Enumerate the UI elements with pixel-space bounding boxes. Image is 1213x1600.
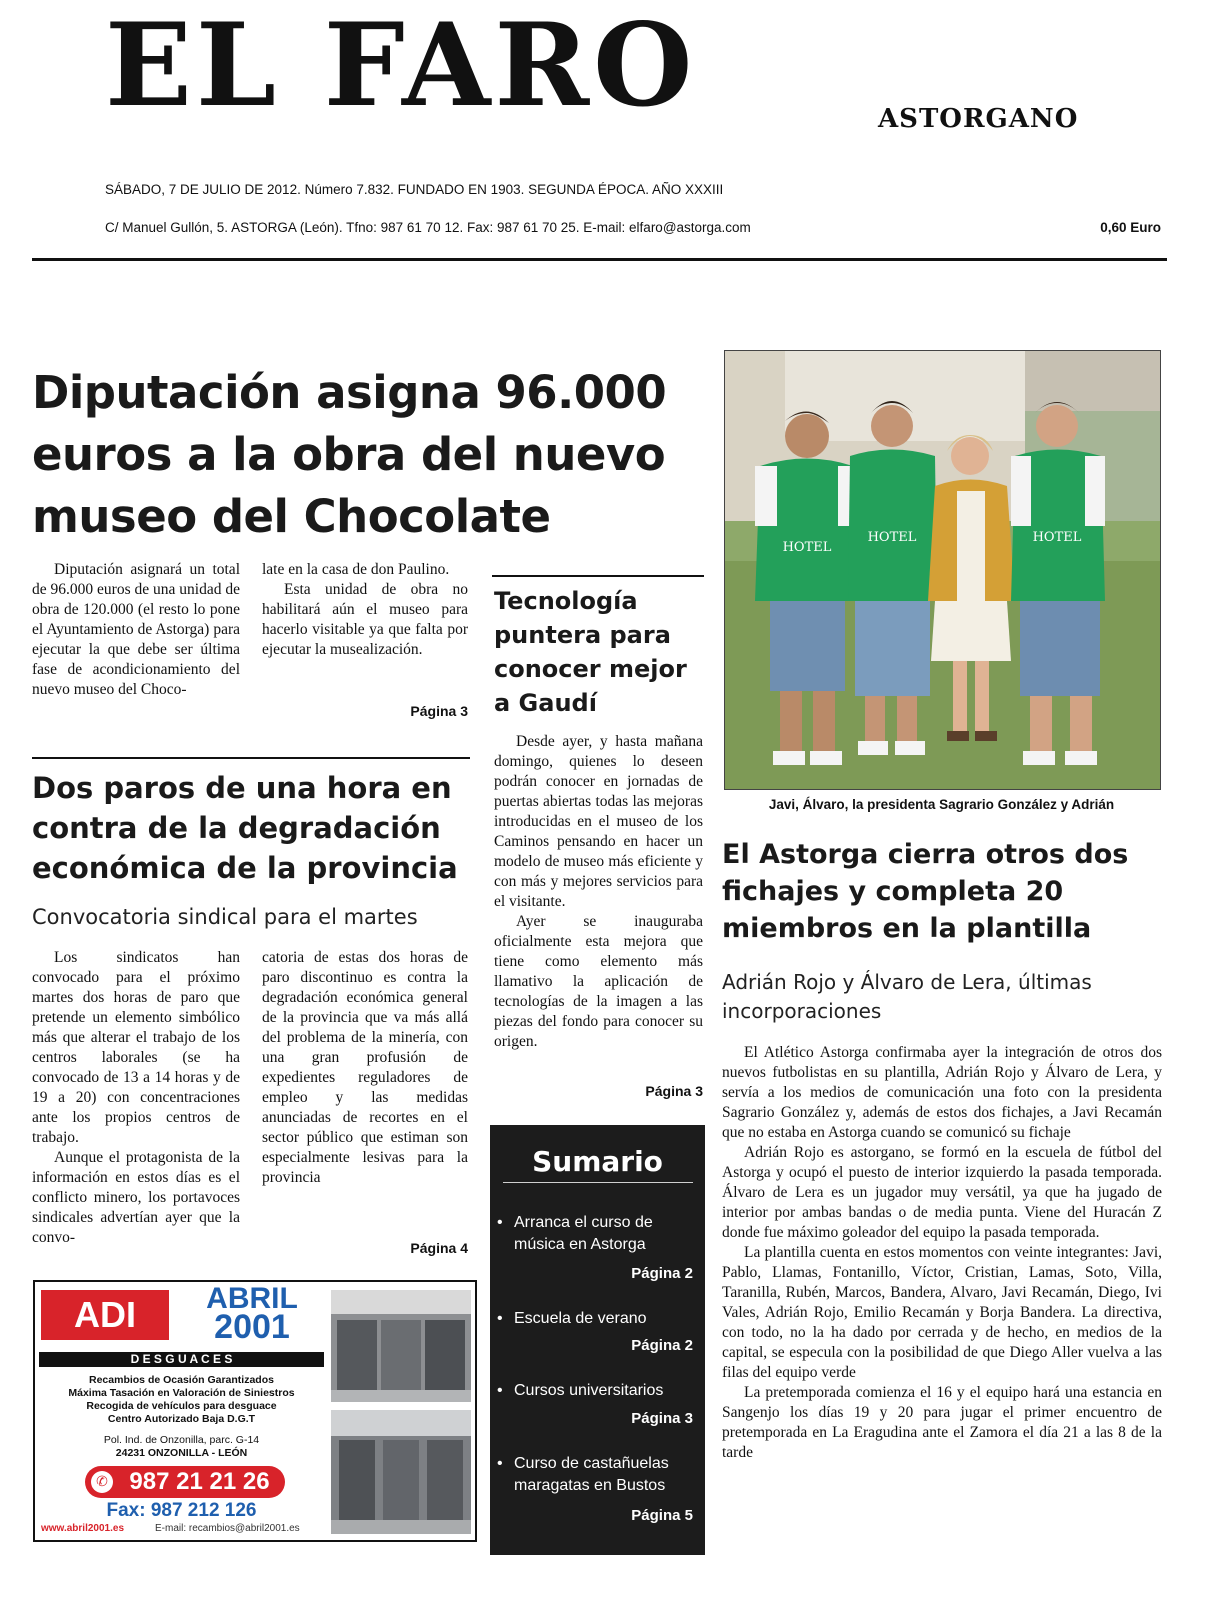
article-astorga-body (722, 1043, 1162, 1463)
dateline: SÁBADO, 7 DE JULIO DE 2012. Número 7.832. FUNDADO EN 1903. SEGUNDA ÉPOCA. AÑO XXXIII (105, 182, 724, 197)
sumario-item[interactable] (497, 1308, 694, 1330)
headline-museo[interactable]: Diputación asigna 96.000 euros a la obra del nuevo museo del Chocolate (32, 366, 667, 543)
subheadline-paros: Convocatoria sindical para el martes (32, 905, 418, 929)
ad-brand-line2: 2001 (214, 1308, 290, 1346)
article-paros-p1: Los sindicatos han convocado para el próximo martes dos horas de paro que pretende un elemento simbólico más que alterar el trabajo de los centros laborales (se ha convocado de 13 a 14 horas y de 19 a 20) con concentraciones ante los propios centros de trabajo. (32, 949, 240, 1146)
article-museo-col1: Diputación asignará un total de 96.000 euros de una unidad de obra de 120.000 (el resto lo pone el Ayuntamiento de Astorga) para ejecutar la que debe ser última fase de acondicionamiento del nuevo museo del Choco- (32, 561, 240, 698)
page-ref-gaudi[interactable]: Página 3 (645, 1083, 703, 1099)
masthead-divider (32, 258, 1167, 261)
headline-astorga[interactable]: El Astorga cierra otros dos fichajes y completa 20 miembros en la plantilla (722, 839, 1129, 944)
section-divider (492, 575, 704, 577)
article-paros-col1 (32, 948, 240, 1248)
ad-web[interactable]: www.abril2001.es (41, 1523, 125, 1534)
article-astorga-p2: Adrián Rojo es astorgano, se formó en la escuela de fútbol del Astorga y ocupó el puesto de interior izquierdo la pasada temporada. Álvaro de Lera es un jugador muy versátil, ya que ha jugado de interior por ambas bandas o de media punta. Viene del Huracán Z donde fue máximo goleador del equipo la pasada temporada. (722, 1144, 1162, 1241)
ad-logo-mark (41, 1290, 169, 1340)
ad-phone-badge[interactable] (85, 1466, 285, 1498)
ad-email[interactable]: E-mail: recambios@abril2001.es (155, 1523, 300, 1534)
bullet-icon: • (497, 1310, 503, 1327)
article-astorga-p3: La plantilla cuenta en estos momentos con veinte integrantes: Javi, Pablo, Llamas, Fontanillo, Víctor, Cristian, Lamas, Soto, Villa, Taranilla, Rubén, Marcos, Bandera, Alvaro, Javi Recamán, Diego, Ivi Vales, Adrián Rojo, Emilio Recamán y Borja Bandera. La directiva, con todo, no la ha dado por cerrada y de hecho, en medios de la capital, se especula con la posibilidad de que Diego Aller vuelva a las filas del equipo verde (722, 1244, 1162, 1381)
article-astorga-p4: La pretemporada comienza el 16 y el equipo hará una estancia en Sangenjo los días 19 y 20 para jugar el primer encuentro de pretemporada en La Eragudina ante el Zamora el día 21 a las 8 de la tarde (722, 1384, 1162, 1461)
ad-service-line: Recogida de vehículos para desguace (86, 1400, 277, 1412)
ad-address (39, 1434, 324, 1460)
sumario-divider (503, 1182, 693, 1183)
sumario-item-text: Curso de castañuelas maragatas en Bustos (514, 1455, 669, 1494)
article-paros-p2: Aunque el protagonista de la información en estos días es el conflicto minero, los portavoces sindicales advertían ayer que la convo- (32, 1149, 240, 1246)
headline-paros[interactable]: Dos paros de una hora en contra de la degradación económica de la provincia (32, 771, 458, 885)
ad-brand-line1: ABRIL (206, 1282, 298, 1315)
ad-service-line: Recambios de Ocasión Garantizados (89, 1374, 274, 1386)
bullet-icon: • (497, 1382, 503, 1399)
sumario-item-text: Escuela de verano (514, 1310, 647, 1327)
photo-caption: Javi, Álvaro, la presidenta Sagrario González y Adrián (768, 797, 1115, 812)
sumario-title: Sumario (532, 1145, 663, 1178)
sumario-item-page[interactable]: Página 3 (631, 1410, 693, 1427)
article-gaudi-body (494, 732, 703, 1052)
ad-services (39, 1374, 324, 1426)
article-museo-col2-p2: Esta unidad de obra no habilitará aún el museo para hacerlo visitable ya que falta por ejecutar la musealización. (262, 581, 468, 658)
ad-tagline-bar (39, 1352, 324, 1367)
shirt-text: HOTEL (1032, 530, 1082, 545)
sumario-item[interactable] (497, 1380, 694, 1402)
shirt-text: HOTEL (782, 540, 832, 555)
masthead-title: EL FARO (105, 0, 697, 132)
team-photo[interactable] (724, 350, 1161, 790)
ad-service-line: Máxima Tasación en Valoración de Siniestros (68, 1387, 295, 1399)
ad-fax: Fax: 987 212 126 (106, 1500, 257, 1521)
sumario-item[interactable] (497, 1212, 694, 1256)
sumario-item-text: Arranca el curso de música en Astorga (514, 1214, 653, 1253)
ad-warehouse-photos (331, 1290, 471, 1534)
ad-service-line: Centro Autorizado Baja D.G.T (107, 1413, 256, 1425)
ad-phone: 987 21 21 26 (129, 1468, 270, 1495)
shirt-text: HOTEL (867, 530, 917, 545)
team-photo-illustration (725, 351, 1160, 789)
section-divider (32, 757, 470, 759)
ad-address-line: Pol. Ind. de Onzonilla, parc. G-14 (103, 1434, 260, 1446)
subheadline-astorga: Adrián Rojo y Álvaro de Lera, últimas incorporaciones (722, 970, 1092, 1023)
ad-tagline: D E S G U A C E S (130, 1352, 233, 1366)
page-ref-museo[interactable]: Página 3 (410, 703, 468, 719)
article-paros-col2: catoria de estas dos horas de paro discontinuo es contra la degradación económica general de la provincia que va más allá del problema de la minería, con una gran profusión de expedientes reguladores de empleo y las medidas anunciadas de recortes en el sector público que estiman son especialmente lesivas para la provincia (262, 949, 468, 1186)
ad-logo-text: ADI (74, 1294, 136, 1335)
sumario-item[interactable] (497, 1453, 694, 1497)
article-gaudi-p1: Desde ayer, y hasta mañana domingo, quienes lo deseen podrán conocer en jornadas de puertas abiertas todas las mejoras introducidas en el museo de los Caminos pensando en hacer un modelo de museo más eficiente y con más y mejores servicios para el visitante. (494, 733, 703, 910)
masthead-subtitle: ASTORGANO (878, 104, 1079, 134)
article-museo-col2 (262, 560, 468, 660)
page-ref-paros[interactable]: Página 4 (410, 1240, 468, 1256)
ad-address-line: 24231 ONZONILLA - LEÓN (115, 1447, 248, 1459)
advertisement-abril2001[interactable] (33, 1280, 477, 1542)
price: 0,60 Euro (1100, 220, 1161, 235)
sumario-box (490, 1125, 705, 1555)
bullet-icon: • (497, 1214, 503, 1231)
phone-icon: ✆ (91, 1471, 113, 1493)
article-museo-col2-p1: late en la casa de don Paulino. (262, 561, 450, 578)
sumario-item-page[interactable]: Página 5 (631, 1507, 693, 1524)
headline-gaudi[interactable]: Tecnología puntera para conocer mejor a Gaudí (494, 587, 687, 717)
contact-line: C/ Manuel Gullón, 5. ASTORGA (León). Tfno: 987 61 70 12. Fax: 987 61 70 25. E-mail: elfaro@astorga.com (105, 220, 751, 235)
sumario-item-text: Cursos universitarios (514, 1382, 664, 1399)
article-gaudi-p2: Ayer se inauguraba oficialmente esta mejora que tiene como elemento más llamativo la aplicación de tecnologías de la imagen a las piezas del fondo para conocer su origen. (494, 913, 703, 1050)
bullet-icon: • (497, 1455, 503, 1472)
sumario-item-page[interactable]: Página 2 (631, 1265, 693, 1282)
sumario-item-page[interactable]: Página 2 (631, 1337, 693, 1354)
article-astorga-p1: El Atlético Astorga confirmaba ayer la integración de otros dos nuevos futbolistas en su plantilla, Adrián Rojo y Álvaro de Lera, y servía a los medios de comunicación una foto con la presidenta Sagrario González y, además de estos dos fichajes, a Javi Recamán que no estaba en Astorga cuando se comunicó su fichaje (722, 1044, 1162, 1141)
